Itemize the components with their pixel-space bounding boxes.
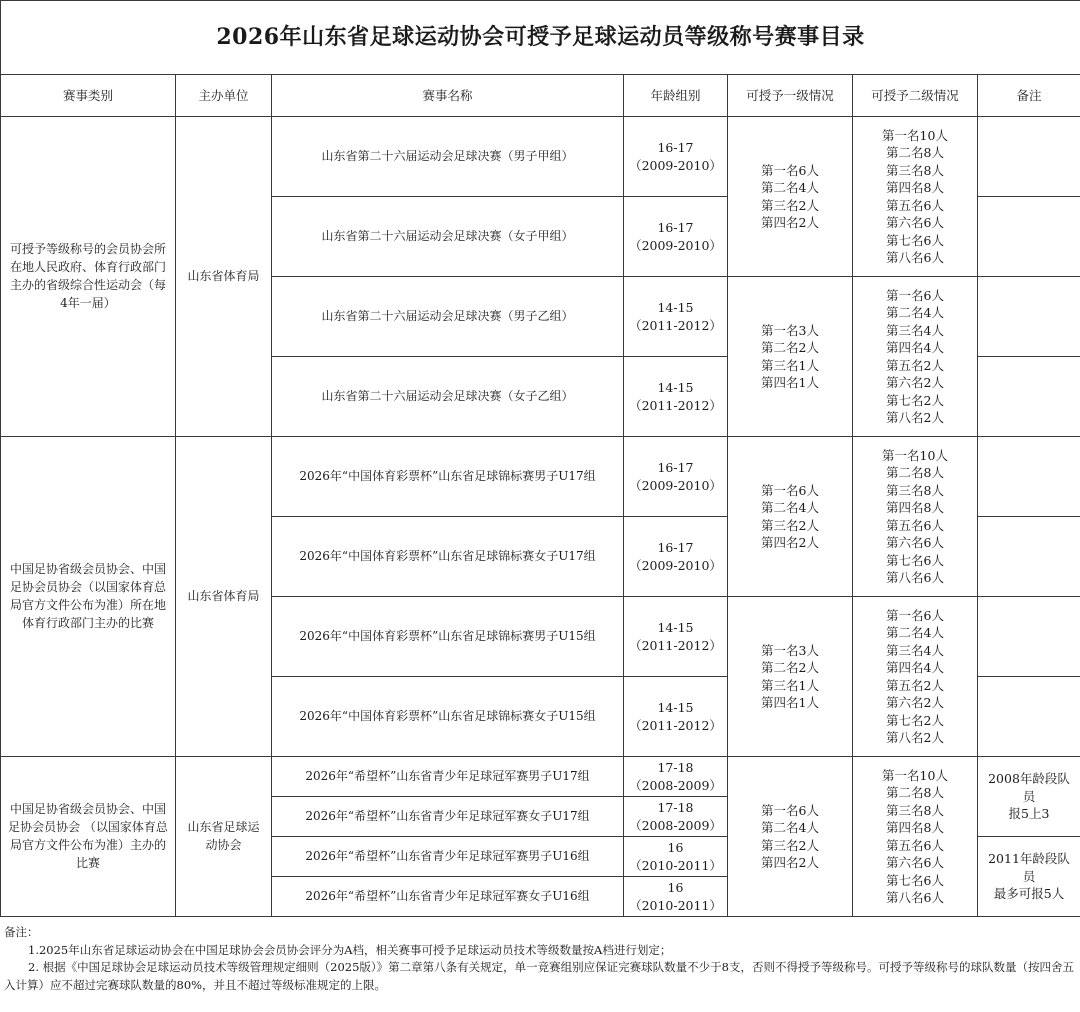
remarks-cell — [978, 517, 1080, 597]
event-name-cell: 2026年“希望杯”山东省青少年足球冠军赛女子U16组 — [272, 877, 624, 917]
level1-quota-cell: 第一名3人 第二名2人 第三名1人 第四名1人 — [728, 277, 853, 437]
category-cell — [1, 437, 176, 757]
level2-quota-cell: 第一名10人 第二名8人 第三名8人 第四名8人 第五名6人 第六名6人 第七名6人 第八名6人 — [853, 437, 978, 597]
header-event-name: 赛事名称 — [272, 75, 624, 117]
age-group-cell: 16-17 （2009-2010） — [624, 437, 728, 517]
note-item: 2. 根据《中国足球协会足球运动员技术等级管理规定细则（2025版）》第二章第八条有关规定，单一竞赛组别应保证完赛球队数量不少于8支，否则不得授予等级称号。可授予等级称号的球队数量（按四舍五入计算）应不超过完赛球队数量的80%，并且不超过等级标准规定的上限。 — [4, 960, 1074, 992]
category-cell — [1, 757, 176, 917]
level1-quota-cell: 第一名6人 第二名4人 第三名2人 第四名2人 — [728, 437, 853, 597]
table-row — [1, 437, 1080, 517]
header-level2: 可授予二级情况 — [853, 75, 978, 117]
header-age-group: 年龄组别 — [624, 75, 728, 117]
level1-quota-cell: 第一名6人 第二名4人 第三名2人 第四名2人 — [728, 117, 853, 277]
remarks-cell — [978, 197, 1080, 277]
remarks-cell — [978, 437, 1080, 517]
event-name-cell: 山东省第二十六届运动会足球决赛（女子甲组） — [272, 197, 624, 277]
event-name-cell: 2026年“中国体育彩票杯”山东省足球锦标赛男子U17组 — [272, 437, 624, 517]
event-name-cell: 2026年“中国体育彩票杯”山东省足球锦标赛男子U15组 — [272, 597, 624, 677]
header-remarks: 备注 — [978, 75, 1080, 117]
header-category: 赛事类别 — [1, 75, 176, 117]
remarks-cell — [978, 117, 1080, 197]
organizer-cell: 山东省体育局 — [176, 437, 272, 757]
page-title: 2026年山东省足球运动协会可授予足球运动员等级称号赛事目录 — [1, 1, 1080, 75]
event-name-cell: 2026年“希望杯”山东省青少年足球冠军赛男子U17组 — [272, 757, 624, 797]
event-name-cell: 2026年“中国体育彩票杯”山东省足球锦标赛女子U15组 — [272, 677, 624, 757]
header-row — [1, 75, 1080, 117]
remarks-cell — [978, 357, 1080, 437]
event-name-cell: 2026年“希望杯”山东省青少年足球冠军赛男子U16组 — [272, 837, 624, 877]
age-group-cell: 14-15 （2011-2012） — [624, 357, 728, 437]
category-cell — [1, 117, 176, 437]
notes-label: 备注： — [4, 925, 39, 939]
remarks-cell — [978, 597, 1080, 677]
level2-quota-cell: 第一名10人 第二名8人 第三名8人 第四名8人 第五名6人 第六名6人 第七名6人 第八名6人 — [853, 117, 978, 277]
organizer-cell: 山东省体育局 — [176, 117, 272, 437]
remarks-cell: 2011年龄段队员 最多可报5人 — [978, 837, 1080, 917]
event-name-cell: 山东省第二十六届运动会足球决赛（男子甲组） — [272, 117, 624, 197]
event-name-cell: 山东省第二十六届运动会足球决赛（男子乙组） — [272, 277, 624, 357]
notes-section — [0, 922, 1080, 994]
remarks-cell — [978, 677, 1080, 757]
age-group-cell: 17-18 （2008-2009） — [624, 797, 728, 837]
level2-quota-cell: 第一名6人 第二名4人 第三名4人 第四名4人 第五名2人 第六名2人 第七名2人 第八名2人 — [853, 597, 978, 757]
age-group-cell: 16-17 （2009-2010） — [624, 517, 728, 597]
title-row — [1, 1, 1080, 75]
header-organizer: 主办单位 — [176, 75, 272, 117]
age-group-cell: 16-17 （2009-2010） — [624, 117, 728, 197]
remarks-cell — [978, 277, 1080, 357]
remarks-cell: 2008年龄段队员 报5上3 — [978, 757, 1080, 837]
table-row — [1, 757, 1080, 797]
category-text: 可授予等级称号的会员协会所在地人民政府、体育行政部门主办的省级综合性运动会（每4年一届） — [9, 242, 166, 311]
age-group-cell: 14-15 （2011-2012） — [624, 277, 728, 357]
level2-quota-cell: 第一名10人 第二名8人 第三名8人 第四名8人 第五名6人 第六名6人 第七名6人 第八名6人 — [853, 757, 978, 917]
table-row — [1, 117, 1080, 197]
age-group-cell: 16 （2010-2011） — [624, 877, 728, 917]
event-name-cell: 山东省第二十六届运动会足球决赛（女子乙组） — [272, 357, 624, 437]
age-group-cell: 14-15 （2011-2012） — [624, 597, 728, 677]
event-name-cell: 2026年“中国体育彩票杯”山东省足球锦标赛女子U17组 — [272, 517, 624, 597]
note-item: 1.2025年山东省足球运动协会在中国足球协会会员协会评分为A档，相关赛事可授予足球运动员技术等级数量按A档进行划定； — [28, 942, 672, 957]
organizer-cell: 山东省足球运 动协会 — [176, 757, 272, 917]
level1-quota-cell: 第一名3人 第二名2人 第三名1人 第四名1人 — [728, 597, 853, 757]
age-group-cell: 17-18 （2008-2009） — [624, 757, 728, 797]
category-text: 中国足协省级会员协会、中国足协会员协会（以国家体育总局官方文件公布为准）所在地体育行政部门主办的比赛 — [9, 562, 166, 631]
age-group-cell: 16-17 （2009-2010） — [624, 197, 728, 277]
event-name-cell: 2026年“希望杯”山东省青少年足球冠军赛女子U17组 — [272, 797, 624, 837]
level2-quota-cell: 第一名6人 第二名4人 第三名4人 第四名4人 第五名2人 第六名2人 第七名2人 第八名2人 — [853, 277, 978, 437]
header-level1: 可授予一级情况 — [728, 75, 853, 117]
age-group-cell: 14-15 （2011-2012） — [624, 677, 728, 757]
level1-quota-cell: 第一名6人 第二名4人 第三名2人 第四名2人 — [728, 757, 853, 917]
age-group-cell: 16 （2010-2011） — [624, 837, 728, 877]
category-text: 中国足协省级会员协会、中国足协会员协会 （以国家体育总局官方文件公布为准）主办的比赛 — [8, 802, 168, 871]
